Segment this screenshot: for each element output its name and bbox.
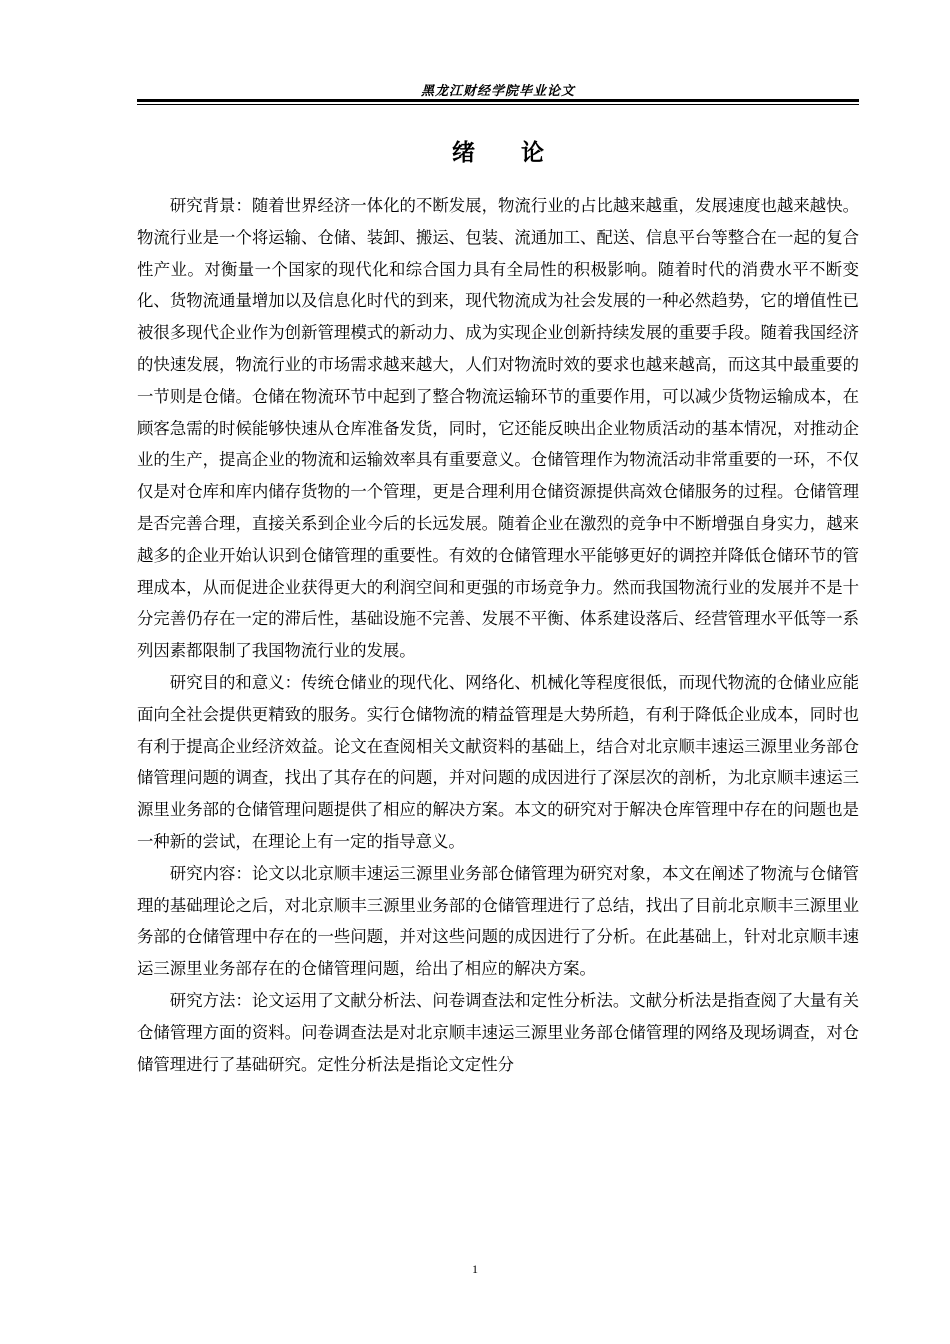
paragraph-content: 研究内容：论文以北京顺丰速运三源里业务部仓储管理为研究对象，本文在阐述了物流与仓储管理的基础理论之后，对北京顺丰三源里业务部的仓储管理进行了总结，找出了目前北京顺丰三源里业务部的仓储管理中存在的一些问题，并对这些问题的成因进行了分析。在此基础上，针对北京顺丰速运三源里业务部存在的仓储管理问题，给出了相应的解决方案。	[137, 863, 859, 979]
chapter-title: 绪 论	[452, 140, 544, 166]
header-rule-thin	[137, 104, 859, 105]
paragraph-method: 研究方法：论文运用了文献分析法、问卷调查法和定性分析法。文献分析法是指查阅了大量有关仓储管理方面的资料。问卷调查法是对北京顺丰速运三源里业务部仓储管理的网络及现场调查，对仓储管理进行了基础研究。定性分析法是指论文定性分	[137, 990, 859, 1074]
page-header	[137, 80, 859, 108]
document-body	[137, 190, 859, 1080]
page-number: 1	[472, 1262, 478, 1276]
paragraph-purpose: 研究目的和意义：传统仓储业的现代化、网络化、机械化等程度很低，而现代物流的仓储业应能面向全社会提供更精致的服务。实行仓储物流的精益管理是大势所趋，有利于降低企业成本，同时也有利于提高企业经济效益。论文在查阅相关文献资料的基础上，结合对北京顺丰速运三源里业务部仓储管理问题的调查，找出了其存在的问题，并对问题的成因进行了深层次的剖析，为北京顺丰速运三源里业务部的仓储管理问题提供了相应的解决方案。本文的研究对于解决仓库管理中存在的问题也是一种新的尝试，在理论上有一定的指导意义。	[137, 672, 859, 851]
header-rule-thick	[137, 99, 859, 102]
paragraph-background: 研究背景：随着世界经济一体化的不断发展，物流行业的占比越来越重，发展速度也越来越快。物流行业是一个将运输、仓储、装卸、搬运、包装、流通加工、配送、信息平台等整合在一起的复合性产业。对衡量一个国家的现代化和综合国力具有全局性的积极影响。随着时代的消费水平不断变化、货物流通量增加以及信息化时代的到来，现代物流成为社会发展的一种必然趋势，它的增值性已被很多现代企业作为创新管理模式的新动力、成为实现企业创新持续发展的重要手段。随着我国经济的快速发展，物流行业的市场需求越来越大，人们对物流时效的要求也越来越高，而这其中最重要的一节则是仓储。仓储在物流环节中起到了整合物流运输环节的重要作用，可以减少货物运输成本，在顾客急需的时候能够快速从仓库准备发货，同时，它还能反映出企业物质活动的基本情况，对推动企业的生产，提高企业的物流和运输效率具有重要意义。仓储管理作为物流活动非常重要的一环，不仅仅是对仓库和库内储存货物的一个管理，更是合理利用仓储资源提供高效仓储服务的过程。仓储管理是否完善合理，直接关系到企业今后的长远发展。随着企业在激烈的竞争中不断增强自身实力，越来越多的企业开始认识到仓储管理的重要性。有效的仓储管理水平能够更好的调控并降低仓储环节的管理成本，从而促进企业获得更大的利润空间和更强的市场竞争力。然而我国物流行业的发展并不是十分完善仍存在一定的滞后性，基础设施不完善、发展不平衡、体系建设落后、经营管理水平低等一系列因素都限制了我国物流行业的发展。	[137, 196, 859, 661]
header-title: 黑龙江财经学院毕业论文	[420, 84, 575, 99]
